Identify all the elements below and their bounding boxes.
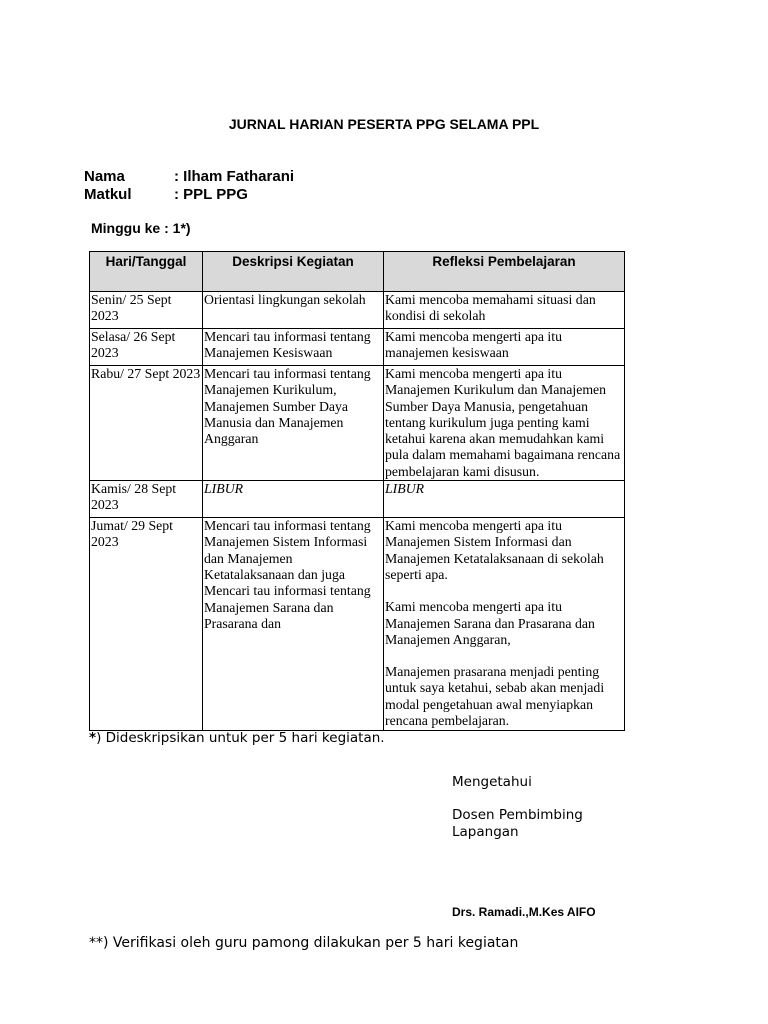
cell-reflection — [384, 366, 625, 481]
footnote-1-text: ) Dideskripsikan untuk per 5 hari kegiatan. — [96, 730, 385, 746]
footnote-1 — [89, 730, 385, 746]
reflection-paragraph: LIBUR — [385, 481, 425, 497]
table-header-row — [90, 252, 625, 292]
footnote-2: **) Verifikasi oleh guru pamong dilakukan per 5 hari kegiatan — [89, 935, 519, 951]
description-paragraph: Mencari tau informasi tentang Manajemen Sistem Informasi dan Manajemen Ketatalaksanaan dan juga Mencari tau informasi tentang Manajemen Sarana dan Prasarana dan — [204, 518, 371, 631]
reflection-paragraph: Kami mencoba mengerti apa itu Manajemen Kurikulum dan Manajemen Sumber Daya Manusia, pengetahuan tentang kurikulum juga penting kami ketahui karena akan memudahkan kami pula dalam memahami bagaimana rencana pembelajaran kami disusun. — [385, 366, 621, 479]
supervisor-role-line-2: Lapangan — [452, 824, 519, 840]
footnote-1-mark: * — [89, 730, 97, 746]
supervisor-name: Drs. Ramadi.,M.Kes AIFO — [452, 905, 596, 919]
table-row — [90, 481, 625, 518]
cell-reflection — [384, 481, 625, 518]
description-paragraph: LIBUR — [204, 481, 244, 497]
supervisor-role — [452, 807, 583, 841]
cell-reflection — [384, 292, 625, 329]
course-label: Matkul — [84, 186, 132, 203]
cell-day: Kamis/ 28 Sept 2023 — [90, 481, 203, 518]
cell-day: Selasa/ 26 Sept 2023 — [90, 329, 203, 366]
table-row — [90, 366, 625, 481]
header-description: Deskripsi Kegiatan — [203, 252, 384, 292]
header-reflection: Refleksi Pembelajaran — [384, 252, 625, 292]
table-row — [90, 292, 625, 329]
cell-reflection — [384, 518, 625, 731]
table-row — [90, 518, 625, 731]
document-title: JURNAL HARIAN PESERTA PPG SELAMA PPL — [228, 116, 540, 132]
cell-day: Rabu/ 27 Sept 2023 — [90, 366, 203, 481]
reflection-paragraph: Kami mencoba memahami situasi dan kondisi di sekolah — [385, 292, 596, 324]
cell-day: Jumat/ 29 Sept 2023 — [90, 518, 203, 731]
cell-description — [203, 292, 384, 329]
acknowledge-text: Mengetahui — [452, 774, 532, 790]
reflection-paragraph: Kami mencoba mengerti apa itu manajemen kesiswaan — [385, 329, 562, 361]
table-row — [90, 329, 625, 366]
reflection-paragraph: Kami mencoba mengerti apa itu Manajemen Sistem Informasi dan Manajemen Ketatalaksanaan di sekolah seperti apa. — [385, 518, 604, 582]
course-row — [84, 186, 248, 203]
name-label: Nama — [84, 168, 125, 185]
supervisor-role-line-1: Dosen Pembimbing — [452, 807, 583, 823]
cell-reflection — [384, 329, 625, 366]
description-paragraph: Mencari tau informasi tentang Manajemen Kesiswaan — [204, 329, 371, 361]
name-row — [84, 168, 294, 185]
description-paragraph: Mencari tau informasi tentang Manajemen Kurikulum, Manajemen Sumber Daya Manusia dan Manajemen Anggaran — [204, 366, 371, 447]
journal-table — [89, 251, 625, 731]
cell-day: Senin/ 25 Sept 2023 — [90, 292, 203, 329]
description-paragraph: Orientasi lingkungan sekolah — [204, 292, 366, 307]
reflection-paragraph: Kami mencoba mengerti apa itu Manajemen Sarana dan Prasarana dan Manajemen Anggaran, — [385, 599, 595, 647]
header-day: Hari/Tanggal — [90, 252, 203, 292]
table-body — [90, 292, 625, 731]
cell-description — [203, 329, 384, 366]
reflection-paragraph: Manajemen prasarana menjadi penting untuk saya ketahui, sebab akan menjadi modal pengetahuan awal menyiapkan rencana pembelajaran. — [385, 664, 605, 729]
course-value: : PPL PPG — [174, 186, 248, 203]
cell-description — [203, 518, 384, 731]
name-value: : Ilham Fatharani — [174, 168, 295, 185]
week-label: Minggu ke : 1*) — [91, 220, 191, 236]
cell-description — [203, 481, 384, 518]
cell-description — [203, 366, 384, 481]
